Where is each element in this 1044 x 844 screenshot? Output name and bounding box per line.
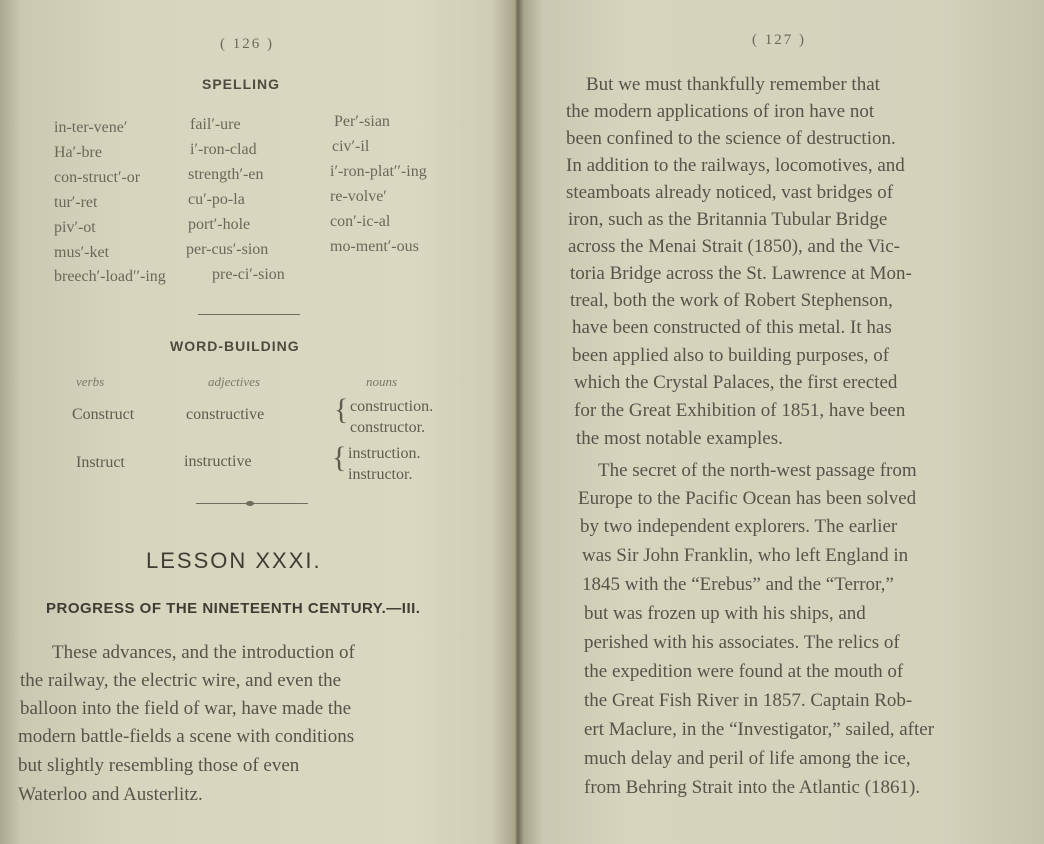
body-line: the expedition were found at the mouth of: [584, 661, 904, 682]
spelling-heading: SPELLING: [202, 76, 281, 92]
body-line: These advances, and the introduction of: [52, 642, 355, 663]
nouns-label: nouns: [366, 374, 398, 389]
right-page: [522, 0, 1044, 844]
body-line: ert Maclure, in the “Investigator,” sailed, after: [584, 719, 935, 740]
brace-icon: {: [332, 441, 347, 474]
body-line: was Sir John Franklin, who left England in: [582, 545, 909, 566]
body-line: The secret of the north-west passage from: [598, 460, 917, 481]
body-line: from Behring Strait into the Atlantic (1861).: [584, 777, 921, 798]
body-line: for the Great Exhibition of 1851, have been: [574, 400, 906, 421]
body-line: In addition to the railways, locomotives, and: [566, 155, 905, 176]
spelling-word: cu′-po-la: [188, 191, 245, 208]
left-page: [0, 0, 510, 844]
body-line: toria Bridge across the St. Lawrence at Mon-: [570, 263, 912, 284]
body-line: the most notable examples.: [576, 428, 783, 449]
body-line: treal, both the work of Robert Stephenson,: [570, 290, 893, 311]
verbs-label: verbs: [76, 374, 105, 389]
body-line: been confined to the science of destruction.: [566, 128, 896, 149]
spelling-word: con′-ic-al: [330, 213, 391, 230]
spelling-word: port′-hole: [188, 216, 251, 233]
spelling-word: breech′-load′′-ing: [54, 268, 166, 285]
body-line: but slightly resembling those of even: [18, 755, 300, 776]
body-line: much delay and peril of life among the ice,: [584, 748, 911, 769]
section-divider: [198, 314, 300, 315]
spelling-word: pre-ci′-sion: [212, 266, 285, 283]
lesson-title: LESSON XXXI.: [146, 548, 322, 573]
right-page-number: ( 127 ): [752, 32, 806, 48]
noun: instruction.: [348, 445, 421, 462]
spelling-word: civ′-il: [332, 138, 370, 155]
spelling-word: fail′-ure: [190, 116, 241, 133]
body-line: iron, such as the Britannia Tubular Bridge: [568, 209, 888, 230]
spelling-word: piv′-ot: [54, 219, 96, 236]
adjective: instructive: [184, 453, 252, 470]
spelling-word: in-ter-vene′: [54, 119, 128, 136]
verb: Construct: [72, 406, 135, 423]
body-line: Europe to the Pacific Ocean has been solved: [578, 488, 917, 509]
spelling-word: con-struct′-or: [54, 169, 141, 186]
spelling-word: Ha′-bre: [54, 144, 102, 161]
lesson-subtitle: PROGRESS OF THE NINETEENTH CENTURY.—III.: [46, 600, 421, 617]
body-line: the modern applications of iron have not: [566, 101, 875, 122]
noun: instructor.: [348, 466, 413, 483]
noun: constructor.: [350, 419, 426, 436]
verb: Instruct: [76, 454, 125, 471]
spelling-word: tur′-ret: [54, 194, 98, 211]
body-line: been applied also to building purposes, of: [572, 345, 890, 366]
body-line: But we must thankfully remember that: [586, 74, 880, 95]
body-line: which the Crystal Palaces, the first erected: [574, 372, 898, 393]
body-line: perished with his associates. The relics of: [584, 632, 900, 653]
left-page-number: ( 126 ): [220, 36, 274, 52]
noun: construction.: [350, 398, 434, 415]
body-line: steamboats already noticed, vast bridges of: [566, 182, 894, 203]
spelling-word: Per′-sian: [334, 113, 390, 130]
body-line: the railway, the electric wire, and even the: [20, 670, 342, 691]
spelling-word: i′-ron-plat′′-ing: [330, 163, 427, 180]
spelling-word: re-volve′: [330, 188, 387, 205]
spelling-word: i′-ron-clad: [190, 141, 257, 158]
body-line: but was frozen up with his ships, and: [584, 603, 866, 624]
body-line: 1845 with the “Erebus” and the “Terror,”: [582, 574, 894, 595]
adjective: constructive: [186, 406, 265, 423]
spelling-word: strength′-en: [188, 166, 264, 183]
body-line: have been constructed of this metal. It has: [572, 317, 892, 338]
body-line: Waterloo and Austerlitz.: [18, 784, 203, 805]
spelling-word: mo-ment′-ous: [330, 238, 419, 255]
brace-icon: {: [334, 393, 349, 426]
ornament-divider: [196, 502, 308, 506]
body-line: across the Menai Strait (1850), and the Vic-: [568, 236, 900, 257]
spelling-word: per-cus′-sion: [186, 241, 269, 258]
body-line: the Great Fish River in 1857. Captain Rob-: [584, 690, 913, 711]
spelling-word: mus′-ket: [54, 244, 110, 261]
word-building-heading: WORD-BUILDING: [170, 338, 300, 354]
body-line: balloon into the field of war, have made the: [20, 698, 352, 719]
body-line: by two independent explorers. The earlier: [580, 516, 898, 537]
adjectives-label: adjectives: [208, 374, 260, 389]
body-line: modern battle-fields a scene with conditions: [18, 726, 355, 747]
